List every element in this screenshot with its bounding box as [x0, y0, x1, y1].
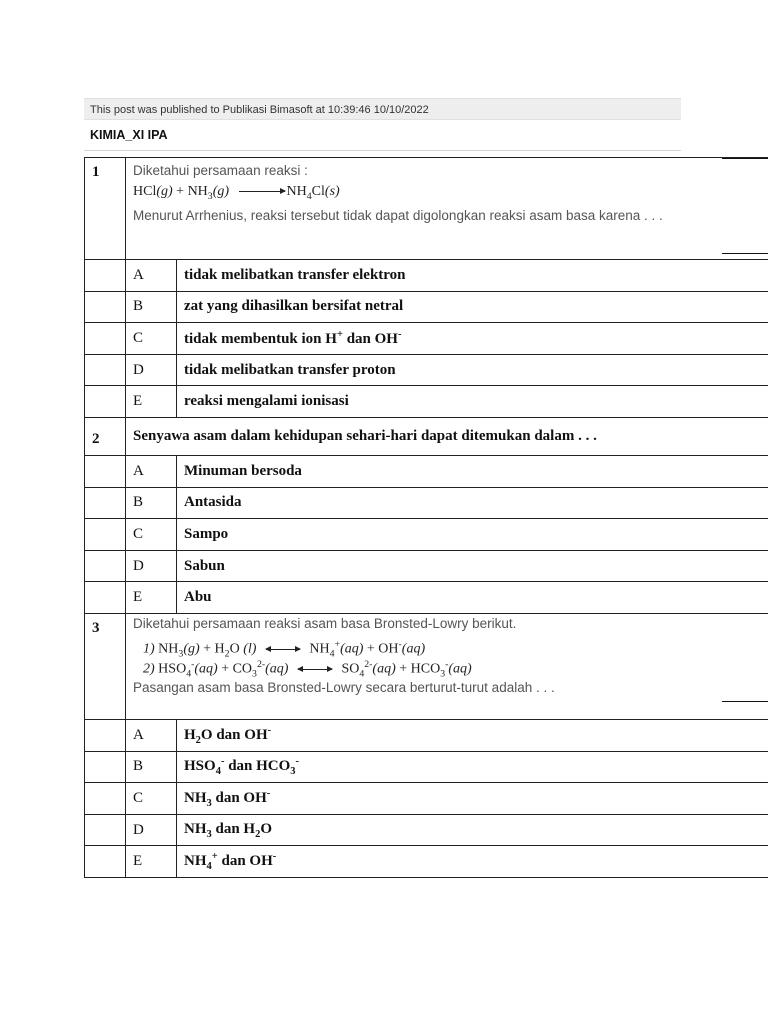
- subject-title: KIMIA_XI IPA: [90, 128, 168, 142]
- option-text[interactable]: Minuman bersoda: [177, 455, 768, 487]
- question-1-row: [85, 158, 768, 260]
- option-row[interactable]: [85, 550, 768, 582]
- question-1-equation: $HCl(g) + NH_3(g)$ $NH_4Cl(s)$: [133, 184, 340, 202]
- option-row[interactable]: [85, 783, 768, 815]
- option-text[interactable]: Sampo: [177, 519, 768, 551]
- option-letter: E: [126, 582, 177, 614]
- option-row[interactable]: [85, 719, 768, 751]
- question-3-text: Pasangan asam basa Bronsted-Lowry secara berturut-turut adalah . . .: [133, 679, 555, 695]
- option-row[interactable]: [85, 846, 768, 878]
- option-row[interactable]: [85, 260, 768, 292]
- option-row[interactable]: [85, 814, 768, 846]
- option-text[interactable]: tidak membentuk ion H+ dan OH-: [177, 323, 768, 355]
- option-text[interactable]: zat yang dihasilkan bersifat netral: [177, 291, 768, 323]
- question-2-text: Senyawa asam dalam kehidupan sehari-hari dapat ditemukan dalam . . .: [126, 417, 768, 455]
- subject-divider: [84, 150, 681, 151]
- option-letter: C: [126, 323, 177, 355]
- question-1-stem: [126, 158, 768, 260]
- option-letter: D: [126, 354, 177, 386]
- question-table: [84, 157, 768, 878]
- option-row[interactable]: [85, 582, 768, 614]
- option-letter: E: [126, 846, 177, 878]
- option-row[interactable]: [85, 323, 768, 355]
- option-row[interactable]: [85, 386, 768, 418]
- question-number: 1: [85, 158, 126, 260]
- option-letter: C: [126, 519, 177, 551]
- reaction-1: 1) $NH_3(g) + H_2O$ (l) $NH_4^+(aq) + OH^-(aq)$: [143, 638, 426, 660]
- option-letter: B: [126, 751, 177, 783]
- option-letter: E: [126, 386, 177, 418]
- option-letter: D: [126, 814, 177, 846]
- publish-banner: This post was published to Publikasi Bimasoft at 10:39:46 10/10/2022: [84, 98, 681, 120]
- option-text[interactable]: $NH_3$ dan OH-: [177, 783, 768, 815]
- reaction-2: 2) $HSO_4^-(aq) + CO_3^{2-}(aq) SO_4^{2-}(aq) + HCO_3^-(aq)$: [143, 659, 472, 680]
- option-text[interactable]: Abu: [177, 582, 768, 614]
- question-number: 2: [85, 417, 126, 455]
- equilibrium-arrow-icon: [298, 669, 332, 670]
- equilibrium-arrow-icon: [266, 649, 300, 650]
- option-row[interactable]: [85, 291, 768, 323]
- option-text[interactable]: $NH_3$ dan $H_2O$: [177, 814, 768, 846]
- option-row[interactable]: [85, 751, 768, 783]
- option-row[interactable]: [85, 519, 768, 551]
- option-letter: A: [126, 455, 177, 487]
- option-letter: A: [126, 260, 177, 292]
- option-row[interactable]: [85, 455, 768, 487]
- question-3-row: [85, 613, 768, 719]
- option-letter: B: [126, 487, 177, 519]
- question-2-row: [85, 417, 768, 455]
- option-row[interactable]: [85, 354, 768, 386]
- reaction-arrow-icon: [239, 191, 285, 192]
- option-text[interactable]: reaksi mengalami ionisasi: [177, 386, 768, 418]
- option-text[interactable]: tidak melibatkan transfer elektron: [177, 260, 768, 292]
- option-letter: C: [126, 783, 177, 815]
- option-text[interactable]: $NH_4^+$ dan OH-: [177, 846, 768, 878]
- question-3-stem: [126, 613, 768, 719]
- option-text[interactable]: Antasida: [177, 487, 768, 519]
- option-text[interactable]: Sabun: [177, 550, 768, 582]
- option-text[interactable]: $HSO_4^-$ dan $HCO_3^-$: [177, 751, 768, 783]
- question-number: 3: [85, 613, 126, 719]
- option-letter: B: [126, 291, 177, 323]
- option-text[interactable]: tidak melibatkan transfer proton: [177, 354, 768, 386]
- option-row[interactable]: [85, 487, 768, 519]
- question-3-intro: Diketahui persamaan reaksi asam basa Bronsted-Lowry berikut.: [133, 615, 517, 631]
- option-text[interactable]: $H_2O$ dan OH-: [177, 719, 768, 751]
- question-1-intro: Diketahui persamaan reaksi :: [133, 163, 308, 178]
- question-1-text: Menurut Arrhenius, reaksi tersebut tidak dapat digolongkan reaksi asam basa karena . . .: [133, 207, 663, 223]
- option-letter: D: [126, 550, 177, 582]
- option-letter: A: [126, 719, 177, 751]
